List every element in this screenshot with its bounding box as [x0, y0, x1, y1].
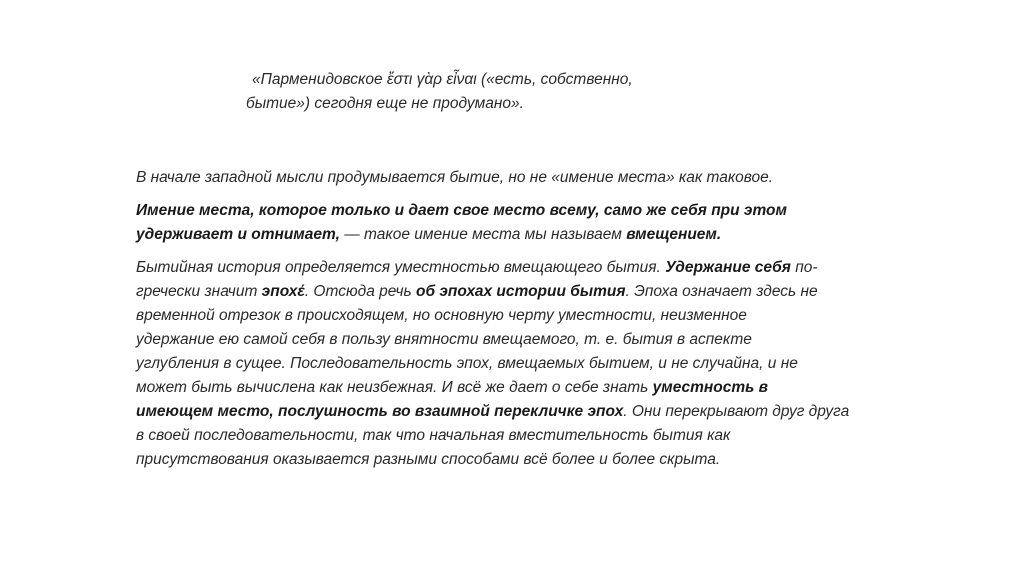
text-line: присутствования оказывается разными способами всё более и более скрыта.	[136, 451, 721, 468]
text-line	[136, 280, 936, 304]
text-line	[136, 400, 936, 424]
text-span: гречески значит	[136, 283, 262, 300]
text-line	[136, 376, 936, 400]
text-span: . Они перекрывают друг друга	[623, 403, 850, 420]
text-span: . Эпоха означает здесь не	[625, 283, 818, 300]
bold-span: эпохέ	[261, 283, 305, 300]
text-line: временной отрезок в происходящем, но основную черту уместности, неизменное	[136, 307, 747, 324]
bold-span: удерживает и отнимает,	[136, 226, 340, 243]
epigraph-quote	[246, 68, 716, 116]
text-line: В начале западной мысли продумывается бытие, но не «имение места» как таковое.	[136, 169, 774, 186]
text-line: углубления в сущее. Последовательность эпох, вмещаемых бытием, и не случайна, и не	[136, 355, 798, 372]
body-text	[136, 166, 936, 472]
text-span: по-	[790, 259, 818, 276]
text-line: в своей последовательности, так что начальная вместительность бытия как	[136, 427, 731, 444]
bold-span: об эпохах истории бытия	[415, 283, 626, 300]
bold-line: Имение места, которое только и дает свое место всему, само же себя при этом	[136, 202, 787, 219]
bold-span: уместность в	[652, 379, 769, 396]
paragraph-1	[136, 166, 936, 190]
text-span: — такое имение места мы называем	[339, 226, 627, 243]
epigraph-line: «Парменидовское ἔστι γὰρ εἶναι («есть, собственно,	[252, 71, 633, 88]
epigraph-line: бытие») сегодня еще не продумано».	[246, 95, 524, 112]
text-line: удержание ею самой себя в пользу внятности вмещаемого, т. е. бытия в аспекте	[136, 331, 752, 348]
bold-span: вмещением.	[626, 226, 722, 243]
text-span: . Отсюда речь	[304, 283, 416, 300]
paragraph-3	[136, 256, 936, 472]
text-line	[136, 223, 936, 247]
bold-span: Удержание себя	[665, 259, 791, 276]
text-line	[136, 256, 936, 280]
paragraph-2	[136, 199, 936, 247]
bold-span: имеющем место, послушность во взаимной перекличке эпох	[136, 403, 624, 420]
text-span: может быть вычислена как неизбежная. И всё же дает о себе знать	[136, 379, 653, 396]
text-span: Бытийная история определяется уместностью вмещающего бытия.	[136, 259, 666, 276]
